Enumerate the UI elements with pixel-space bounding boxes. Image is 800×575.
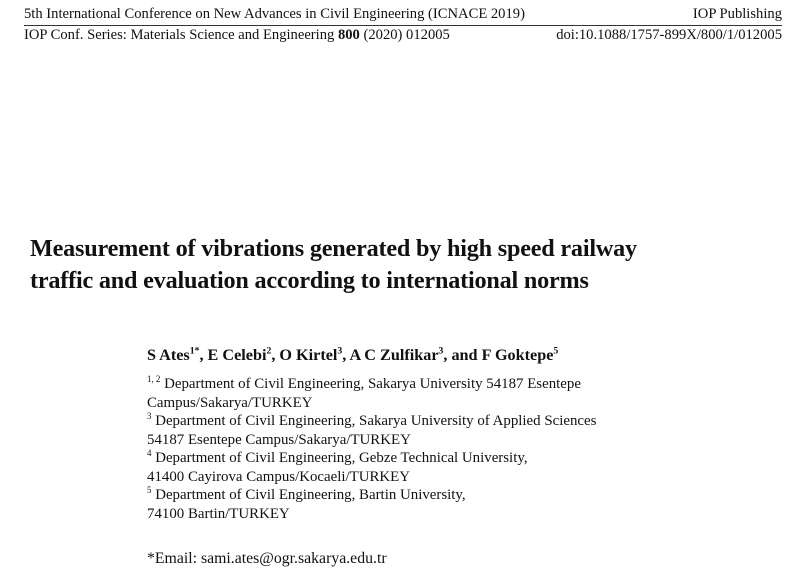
- affiliation-mark: 4: [147, 448, 152, 459]
- affiliation-text: Department of Civil Engineering, Gebze Technical University,: [151, 450, 528, 466]
- paper-title: [30, 233, 770, 297]
- author-list: [147, 344, 558, 366]
- affiliation-text: Department of Civil Engineering, Bartin University,: [151, 487, 466, 503]
- affiliation-line: [147, 449, 787, 468]
- title-line-2: traffic and evaluation according to international norms: [30, 267, 589, 294]
- author-separator: , and: [443, 346, 482, 364]
- affiliation-mark: 3: [147, 411, 152, 422]
- affiliation-line: 54187 Esentepe Campus/Sakarya/TURKEY: [147, 431, 411, 448]
- affiliation-mark: 5: [147, 485, 152, 496]
- author-name: F Goktepe: [481, 346, 554, 364]
- affiliation-text: Department of Civil Engineering, Sakarya University of Applied Sciences: [151, 413, 597, 429]
- series-suffix: (2020) 012005: [359, 27, 450, 43]
- affiliation-line: [147, 412, 787, 431]
- affiliation-line: Campus/Sakarya/TURKEY: [147, 394, 313, 411]
- title-line-1: Measurement of vibrations generated by high speed railway: [30, 235, 637, 262]
- author-mark: 2: [266, 345, 272, 357]
- publisher-name: IOP Publishing: [692, 6, 782, 22]
- series-citation: [24, 26, 450, 44]
- author-name: E Celebi: [207, 346, 267, 364]
- author-name: S Ates: [147, 346, 190, 364]
- series-volume: 800: [337, 27, 360, 43]
- author-mark: 1*: [189, 345, 200, 357]
- author-separator: ,: [199, 346, 208, 364]
- author-name: O Kirtel: [279, 346, 338, 364]
- series-prefix: IOP Conf. Series: Materials Science and Engineering: [24, 27, 338, 43]
- author-separator: ,: [342, 346, 350, 364]
- author-mark: 3: [337, 345, 343, 357]
- author-mark: 5: [553, 345, 559, 357]
- affiliation-list: [147, 375, 787, 523]
- affiliation-line: 41400 Cayirova Campus/Kocaeli/TURKEY: [147, 468, 411, 485]
- affiliation-line: 74100 Bartin/TURKEY: [147, 505, 290, 522]
- doi[interactable]: doi:10.1088/1757-899X/800/1/012005: [556, 27, 782, 43]
- affiliation-line: [147, 486, 787, 505]
- corresponding-email: [147, 549, 387, 569]
- author-separator: ,: [271, 346, 280, 364]
- conference-name: 5th International Conference on New Advances in Civil Engineering (ICNACE 2019): [24, 6, 525, 22]
- email-label: *Email:: [147, 550, 201, 567]
- affiliation-text: Department of Civil Engineering, Sakarya University 54187 Esentepe: [160, 376, 581, 392]
- author-mark: 3: [438, 345, 444, 357]
- affiliation-line: [147, 375, 787, 394]
- email-address[interactable]: sami.ates@ogr.sakarya.edu.tr: [200, 550, 387, 567]
- affiliation-mark: 1, 2: [147, 374, 161, 385]
- author-name: A C Zulfikar: [349, 346, 439, 364]
